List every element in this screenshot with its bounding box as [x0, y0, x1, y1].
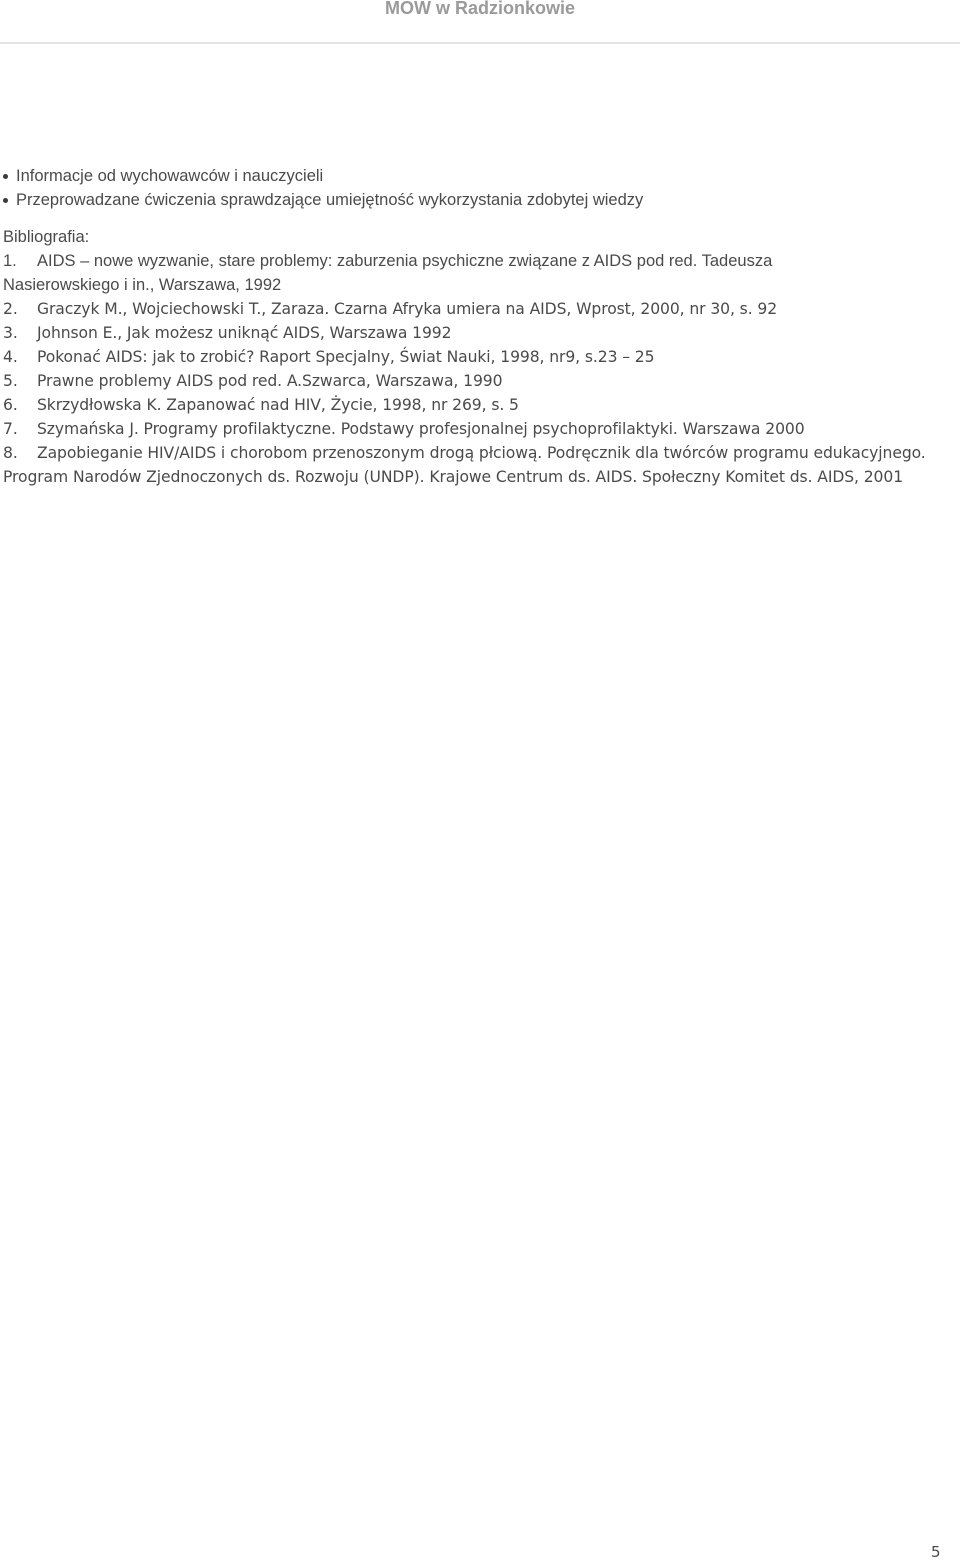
bibliography-item — [3, 417, 953, 441]
bibliography-item-text: Prawne problemy AIDS pod red. A.Szwarca, Warszawa, 1990 — [37, 372, 503, 390]
bibliography-item — [3, 345, 953, 369]
bibliography-item-text: Skrzydłowska K. Zapanować nad HIV, Życie, 1998, nr 269, s. 5 — [37, 396, 519, 414]
bibliography-item-text: Pokonać AIDS: jak to zrobić? Raport Specjalny, Świat Nauki, 1998, nr9, s.23 – 25 — [37, 348, 655, 366]
bibliography-item — [3, 297, 953, 321]
bibliography-item — [3, 321, 953, 345]
bibliography-heading: Bibliografia: — [3, 228, 90, 246]
bibliography-item-number: 4. — [3, 348, 18, 366]
header-divider — [0, 42, 960, 44]
bibliography-item-number: 6. — [3, 396, 18, 414]
bibliography-item — [3, 441, 953, 489]
page-header-title: MOW w Radzionkowie — [384, 0, 575, 18]
bibliography-item-number: 7. — [3, 420, 18, 438]
bibliography-item-number: 8. — [3, 444, 18, 462]
bullet-text: Informacje od wychowawców i nauczycieli — [16, 167, 324, 185]
document-body — [3, 164, 953, 489]
list-item — [3, 164, 953, 188]
bibliography-item-text: AIDS – nowe wyzwanie, stare problemy: zaburzenia psychiczne związane z AIDS pod red. Tadeusza Nasierowskiego i in., Warszawa, 1992 — [3, 252, 773, 294]
bibliography-item-number: 5. — [3, 372, 18, 390]
bibliography-item — [3, 249, 873, 297]
bibliography-list — [3, 249, 953, 489]
bibliography-item-text: Zapobieganie HIV/AIDS i chorobom przenoszonym drogą płciową. Podręcznik dla twórców programu edukacyjnego. Program Narodów Zjednoczonych ds. Rozwoju (UNDP). Krajowe Centrum ds. AIDS. Społeczny Komitet ds. AIDS, 2001 — [3, 444, 926, 486]
bibliography-item-text: Johnson E., Jak możesz uniknąć AIDS, Warszawa 1992 — [37, 324, 452, 342]
bibliography-item-number: 1. — [3, 252, 17, 270]
bullet-icon — [3, 198, 8, 203]
bibliography-item-number: 2. — [3, 300, 18, 318]
bullet-list — [3, 164, 953, 212]
bibliography-item — [3, 369, 953, 393]
page-number: 5 — [931, 1543, 941, 1561]
list-item — [3, 188, 953, 212]
bibliography-item-text: Graczyk M., Wojciechowski T., Zaraza. Czarna Afryka umiera na AIDS, Wprost, 2000, nr 30, s. 92 — [37, 300, 778, 318]
bibliography-item-number: 3. — [3, 324, 18, 342]
page-header — [0, 0, 960, 19]
bullet-text: Przeprowadzane ćwiczenia sprawdzające umiejętność wykorzystania zdobytej wiedzy — [16, 191, 644, 209]
bibliography-item — [3, 393, 953, 417]
bullet-icon — [3, 174, 8, 179]
bibliography-item-text: Szymańska J. Programy profilaktyczne. Podstawy profesjonalnej psychoprofilaktyki. Warszawa 2000 — [37, 420, 805, 438]
